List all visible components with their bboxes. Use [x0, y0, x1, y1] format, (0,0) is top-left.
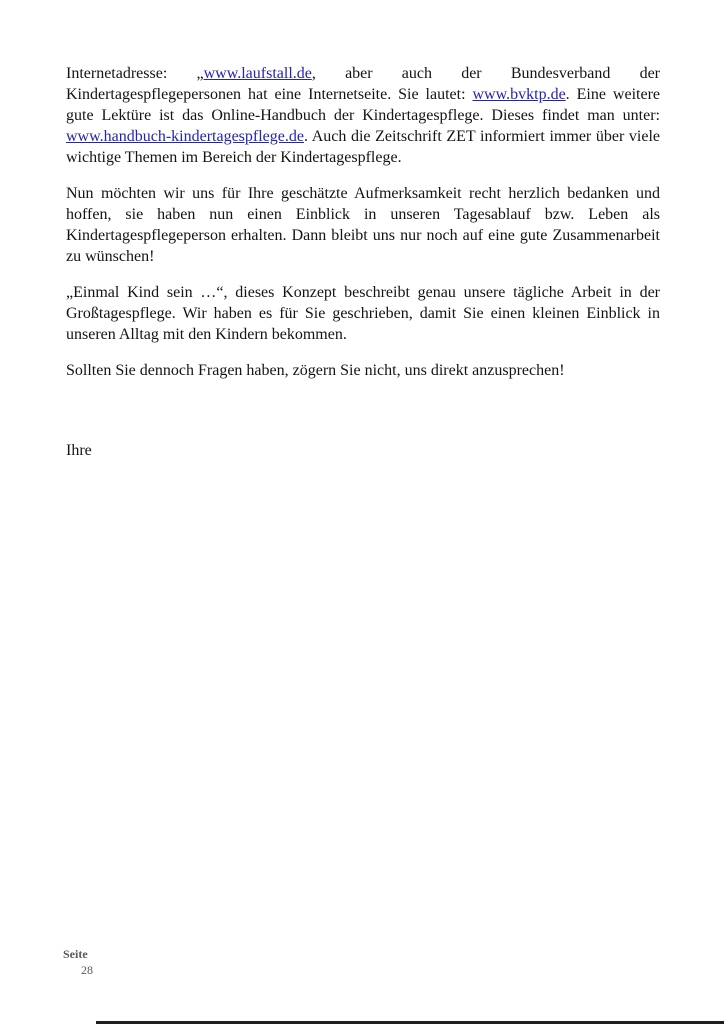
link-handbuch-kindertagespflege[interactable]: www.handbuch-kindertagespflege.de	[66, 128, 304, 145]
paragraph-text: . Auch die Zeitschrift ZET informiert immer über viele wichtige Themen im Bereich der Kindertagespflege.	[66, 128, 660, 166]
paragraph-internet-addresses	[66, 63, 660, 168]
page-footer	[63, 946, 93, 978]
link-laufstall[interactable]: www.laufstall.de	[203, 65, 312, 82]
paragraph-thanks: Nun möchten wir uns für Ihre geschätzte Aufmerksamkeit recht herzlich bedanken und hoffen, sie haben nun einen Einblick in unseren Tagesablauf bzw. Leben als Kindertagespflegeperson erhalten. Dann bleibt uns nur noch auf eine gute Zusammenarbeit zu wünschen!	[66, 185, 660, 265]
paragraph-text: , aber auch der Bundesverband der Kindertagespflegepersonen hat eine Internetseite. Sie lautet:	[66, 65, 660, 103]
document-body	[66, 63, 660, 461]
closing-text: Ihre	[66, 442, 92, 459]
link-bvktp[interactable]: www.bvktp.de	[472, 86, 566, 103]
paragraph-questions: Sollten Sie dennoch Fragen haben, zögern Sie nicht, uns direkt anzusprechen!	[66, 362, 565, 379]
paragraph-text: . Eine weitere gute Lektüre ist das Online-Handbuch der Kindertagespflege. Dieses findet man unter:	[66, 86, 660, 124]
paragraph-konzept: „Einmal Kind sein …“, dieses Konzept beschreibt genau unsere tägliche Arbeit in der Großtagespflege. Wir haben es für Sie geschrieben, damit Sie einen kleinen Einblick in unseren Alltag mit den Kindern bekommen.	[66, 284, 660, 343]
footer-page-number: 28	[81, 963, 93, 977]
footer-seite-label: Seite	[63, 947, 88, 961]
paragraph-text: Internetadresse: „	[66, 65, 204, 82]
